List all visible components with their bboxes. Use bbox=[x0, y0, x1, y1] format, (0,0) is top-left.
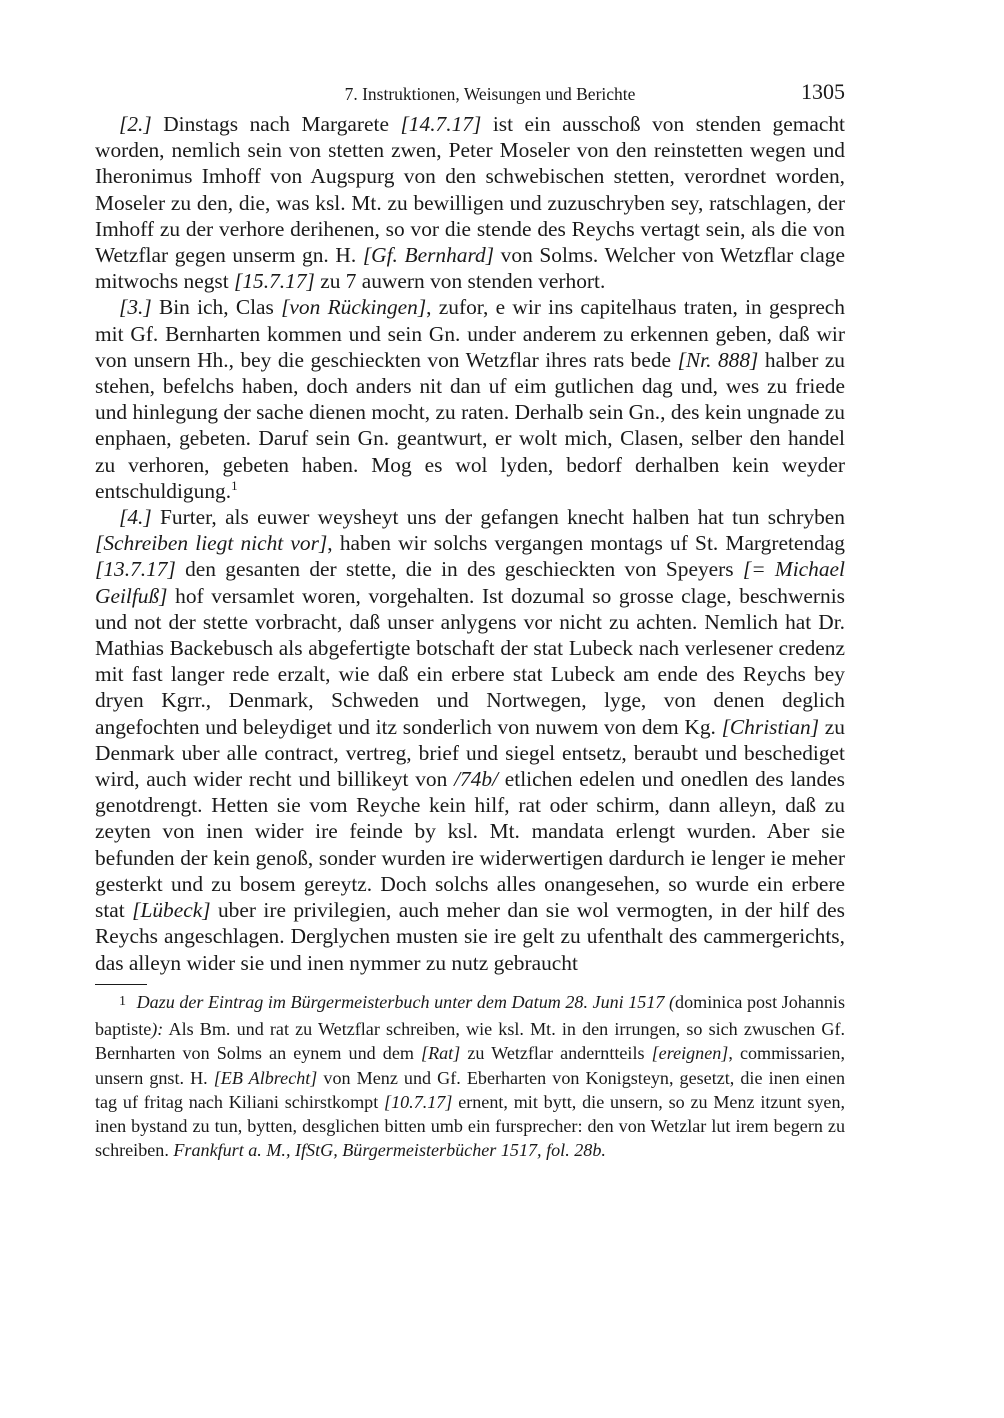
text-segment: ist ein ausschoß von stenden gemacht worden, nemlich sein von stetten zwen, Peter Moseler von den reinstetten wegen und Iheronimus Imhoff von Augspurg von den schwebischen stetten, verordnet worden, Moseler zu den, die, was ksl. Mt. zu bewilligen und zuzuschryben sey, ratschlagen, der Imhoff zu der verhore derihenen, so vor die stende des Reychs vertagt sein, als die von Wetzflar gegen unserm gn. H. bbox=[95, 112, 845, 268]
text-segment: zu 7 auwern von stenden verhort. bbox=[314, 269, 606, 294]
text-segment: , haben wir solchs vergangen montags uf St. Margretendag bbox=[327, 531, 846, 556]
italic-text-segment: [3.] bbox=[119, 295, 152, 320]
italic-text-segment: [2.] bbox=[119, 112, 152, 136]
text-segment: Bin ich, Clas bbox=[151, 295, 282, 320]
italic-text-segment: [Rat] bbox=[421, 1043, 461, 1064]
italic-text-segment: [Gf. Bernhard] bbox=[362, 243, 495, 268]
footnote-1 bbox=[95, 990, 845, 1163]
text-segment: dominica post Johannis baptiste bbox=[95, 991, 845, 1039]
italic-text-segment: [Nr. 888] bbox=[677, 347, 759, 372]
italic-text-segment: [15.7.17] bbox=[234, 269, 315, 294]
italic-text-segment: [Schreiben liegt nicht vor] bbox=[95, 531, 328, 556]
text-segment: Als Bm. und rat zu Wetzflar schreiben, wie ksl. Mt. in den irrungen, so sich zwuschen Gf. Bernharten von Solms an eynem und dem bbox=[95, 1019, 845, 1064]
italic-text-segment: [Lübeck] bbox=[132, 898, 211, 923]
text-segment: den gesanten der stette, die in des geschieckten von Speyers bbox=[175, 557, 743, 582]
text-segment: uber ire privilegien, auch meher dan sie wol vermogten, in der hilf des Reychs angeschlagen. Derglychen musten sie ire gelt zu ufenthalt des cammergerichts, das alleyn wider sie und inen nymmer zu nutz gebraucht bbox=[95, 898, 845, 975]
italic-text-segment: Frankfurt a. M., IfStG, Bürgermeisterbücher 1517, fol. 28b. bbox=[173, 1140, 606, 1161]
text-segment: , commissarien, unsern gnst. H. bbox=[95, 1043, 845, 1088]
italic-text-segment: /74b/ bbox=[454, 767, 499, 792]
text-segment: von Menz und Gf. Eberharten von Konigsteyn, gesetzt, die inen einen tag uf fritag nach Kiliani schirstkompt bbox=[95, 1067, 845, 1112]
paragraph-4 bbox=[95, 504, 845, 976]
italic-text-segment: [13.7.17] bbox=[95, 557, 176, 582]
text-segment: halber zu stehen, befelchs haben, doch anders nit dan uf eim gutlichen dag und, wes zu friede und hinlegung der sache dienen mocht, zu raten. Derhalb sein Gn., des kein ungnade zu enphaen, gebeten. Daruf sein Gn. geantwurt, er wolt mich, Clasen, selber den handel zu verhoren, gebeten haben. Mog es wol lyden, bedorf derhalben kein weyder entschuldigung. bbox=[95, 347, 846, 503]
text-segment: ernent, mit bytt, die unsern, so zu Menz itzunt syen, inen bystand zu tun, bytten, desglichen bitten umb ein fursprecher: den von Wetzlar lut irem begern zu schreiben. bbox=[95, 1091, 846, 1161]
paragraph-2 bbox=[95, 111, 845, 294]
text-segment: Dinstags nach Margarete bbox=[151, 112, 401, 136]
text-segment: von Solms. Welcher von Wetzflar clage mitwochs negst bbox=[95, 243, 845, 294]
text-segment: , zufor, e wir ins capitelhaus traten, in gesprech mit Gf. Bernharten kommen und sein Gn. under anderem zu erkennen geben, daß wir von unsern Hh., bey die geschieckten von Wetzflar ihres rats bede bbox=[95, 295, 845, 372]
page-number: 1305 bbox=[801, 79, 845, 104]
italic-text-segment: [4.] bbox=[119, 505, 152, 530]
italic-text-segment: [10.7.17] bbox=[384, 1091, 453, 1112]
footnote-number: 1 bbox=[119, 993, 126, 1009]
running-header bbox=[95, 76, 845, 112]
italic-text-segment: ): bbox=[151, 1019, 164, 1039]
text-segment: zu Denmark uber alle contract, vertreg, brief und siegel entsetz, beraubt und beschediget wird, auch wider recht und billikeyt von bbox=[95, 714, 845, 792]
italic-text-segment: Dazu der Eintrag im Bürgermeisterbuch unter dem Datum 28. Juni 1517 ( bbox=[136, 991, 676, 1012]
text-segment: zu Wetzflar anderntteils bbox=[460, 1043, 652, 1064]
document-page bbox=[95, 76, 845, 1163]
main-text bbox=[95, 111, 845, 976]
chapter-title: 7. Instruktionen, Weisungen und Berichte bbox=[344, 84, 636, 104]
footnote-divider bbox=[95, 984, 147, 985]
italic-text-segment: [EB Albrecht] bbox=[213, 1067, 318, 1088]
italic-text-segment: [Christian] bbox=[721, 714, 820, 739]
italic-text-segment: [14.7.17] bbox=[400, 112, 482, 136]
footnote-reference: 1 bbox=[231, 477, 238, 493]
italic-text-segment: [= Michael Geilfuß] bbox=[95, 557, 845, 608]
text-segment: Furter, als euwer weysheyt uns der gefangen knecht halben hat tun schryben bbox=[151, 505, 845, 530]
italic-text-segment: [von Rückingen] bbox=[281, 295, 427, 320]
text-segment: etlichen edelen und onedlen des landes genotdrengt. Hetten sie vom Reyche kein hilf, rat oder schirm, dann alleyn, daß zu zeyten von inen wider ire feinde by ksl. Mt. mandata erlengt wurden. Aber sie befunden der kein genoß, sonder wurden ire widerwertigen dardurch ie lenger ie meher gesterkt und zu bosem gereytz. Doch solchs alles onangesehen, so wurde ein erbere stat bbox=[95, 767, 845, 923]
footnotes bbox=[95, 990, 845, 1163]
italic-text-segment: [ereignen] bbox=[651, 1043, 729, 1064]
text-segment: hof versamlet woren, vorgehalten. Ist dozumal so grosse clage, beschwernis und not der stette vorbracht, daß unser anlygens vor nicht zu achten. Nemlich hat Dr. Mathias Backebusch als abgefertigte botschaft der stat Lubeck nach verlesener credenz mit fast langer rede erzalt, wie daß ein erbere stat Lubeck am ende des Reychs bey dryen Kgrr., Denmark, Schweden und Nortwegen, lyge, von denen deglich angefochten und beleydiget und itz sonderlich von nuwem von dem Kg. bbox=[95, 583, 845, 739]
paragraph-3 bbox=[95, 294, 845, 504]
